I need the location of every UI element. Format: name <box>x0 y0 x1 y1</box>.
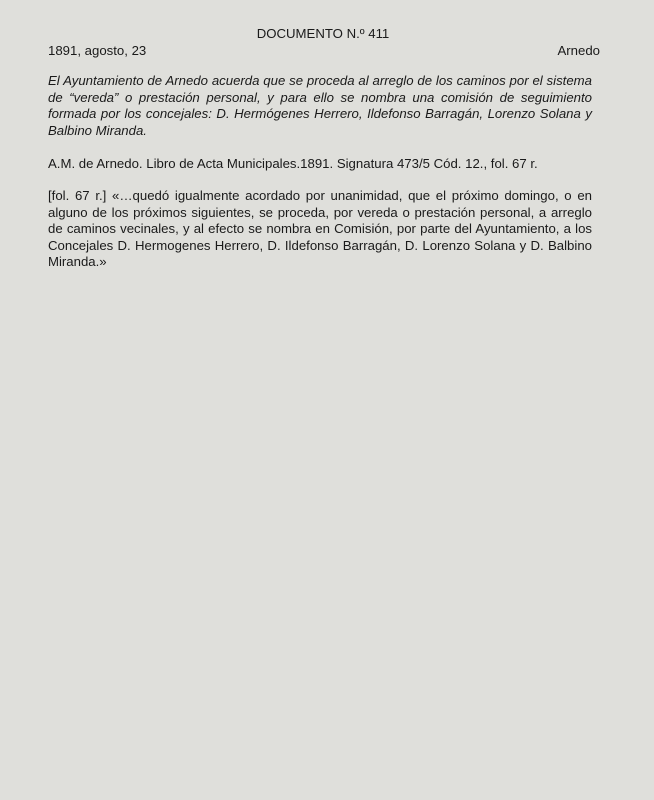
document-place: Arnedo <box>557 43 600 58</box>
document-source: A.M. de Arnedo. Libro de Acta Municipales.1891. Signatura 473/5 Cód. 12., fol. 67 r. <box>48 156 538 171</box>
document-title: DOCUMENTO N.º 411 <box>256 26 390 41</box>
document-date: 1891, agosto, 23 <box>48 43 147 58</box>
document-transcription: [fol. 67 r.] «…quedó igualmente acordado por unanimidad, que el próximo domingo, o en alguno de los próximos siguientes, se proceda, por vereda o prestación personal, a arreglo de caminos vecinales, y al efecto se nombra en Comisión, por parte del Ayuntamiento, a los Concejales D. Hermogenes Herrero, D. Ildefonso Barragán, D. Lorenzo Solana y D. Balbino Miranda.» <box>48 188 592 269</box>
document-meta <box>48 43 600 59</box>
document-summary: El Ayuntamiento de Arnedo acuerda que se proceda al arreglo de los caminos por el sistema de “vereda” o prestación personal, y para ello se nombra una comisión de seguimiento formada por los concejales: D. Hermógenes Herrero, Ildefonso Barragán, Lorenzo Solana y Balbino Miranda. <box>48 73 592 138</box>
